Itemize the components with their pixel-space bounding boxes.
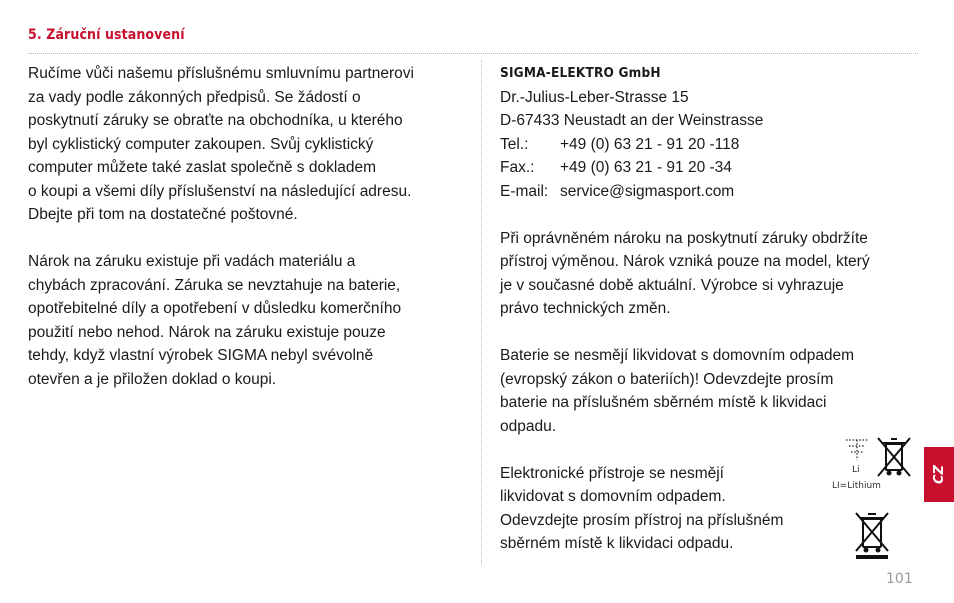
warranty-text-column xyxy=(28,62,468,391)
text-line: o koupi a všemi díly příslušenství na následující adresu. xyxy=(28,182,412,200)
text-line: Nárok na záruku existuje při vadách materiálu a xyxy=(28,253,356,270)
lithium-caption: LI=Lithium xyxy=(832,481,881,491)
text-line: přístroj výměnou. Nárok vzniká pouze na model, který xyxy=(500,253,870,270)
text-line: computer můžete také zaslat společně s dokladem xyxy=(28,159,377,176)
fax-value: +49 (0) 63 21 - 91 20 -34 xyxy=(560,159,732,176)
text-line: právo technických změn. xyxy=(500,300,671,317)
top-divider xyxy=(28,53,918,54)
page-number: 101 xyxy=(886,571,913,587)
crossed-bin-icon xyxy=(874,434,914,480)
paragraph-gap xyxy=(500,203,920,227)
text-line: Odevzdejte prosím přístroj na příslušném xyxy=(500,511,784,529)
paragraph-gap xyxy=(500,321,920,345)
language-tab xyxy=(924,447,954,502)
text-line: Ručíme vůči našemu příslušnému smluvnímu partnerovi xyxy=(28,65,414,82)
address-street: Dr.-Julius-Leber-Strasse 15 xyxy=(500,88,689,106)
text-line: (evropský zákon o bateriích)! Odevzdejte prosím xyxy=(500,370,834,388)
tel-row xyxy=(500,133,920,157)
battery-label: Li xyxy=(852,465,860,475)
tel-label: Tel.: xyxy=(500,135,529,153)
text-line: použití nebo nehod. Nárok na záruku existuje pouze xyxy=(28,323,386,341)
fax-label: Fax.: xyxy=(500,159,535,176)
crossed-bin-icon xyxy=(852,510,892,560)
text-line: chybách zpracování. Záruka se nevztahuje na baterie, xyxy=(28,276,401,294)
language-code: CZ xyxy=(931,465,947,484)
text-line: Při oprávněném nároku na poskytnutí záruky obdržíte xyxy=(500,229,868,247)
text-line: Elektronické přístroje se nesmějí xyxy=(500,464,724,482)
text-line: byl cyklistický computer zakoupen. Svůj cyklistický xyxy=(28,135,374,153)
text-line: Dbejte při tom na dostatečné poštovné. xyxy=(28,206,298,223)
text-line: sběrném místě k likvidaci odpadu. xyxy=(500,535,734,552)
section-title: 5. Záruční ustanovení xyxy=(28,27,185,43)
text-line: za vady podle zákonných předpisů. Se žádostí o xyxy=(28,88,361,106)
text-line: odpadu. xyxy=(500,417,557,435)
column-divider xyxy=(481,60,482,565)
email-value: service@sigmasport.com xyxy=(560,182,735,200)
email-row xyxy=(500,180,920,204)
address-city: D-67433 Neustadt an der Weinstrasse xyxy=(500,112,764,129)
text-line: Baterie se nesmějí likvidovat s domovním odpadem xyxy=(500,347,855,364)
text-line: tehdy, když vlastní výrobek SIGMA nebyl svévolně xyxy=(28,347,374,364)
text-line: je v současné době aktuální. Výrobce si vyhrazuje xyxy=(500,276,844,294)
text-line: baterie na příslušném sběrném místě k likvidaci xyxy=(500,394,827,411)
fax-row xyxy=(500,156,920,180)
text-line: otevřen a je přiložen doklad o koupi. xyxy=(28,370,277,388)
paragraph-gap xyxy=(28,227,468,251)
company-name: SIGMA-ELEKTRO GmbH xyxy=(500,65,661,81)
tel-value: +49 (0) 63 21 - 91 20 -118 xyxy=(560,135,740,153)
text-line: likvidovat s domovním odpadem. xyxy=(500,488,726,505)
text-line: opotřebitelné díly a opotřebení v důsledku komerčního xyxy=(28,300,402,317)
lithium-battery-icon xyxy=(840,434,874,480)
email-label: E-mail: xyxy=(500,182,549,200)
text-line: poskytnutí záruky se obraťte na obchodníka, u kterého xyxy=(28,112,403,129)
